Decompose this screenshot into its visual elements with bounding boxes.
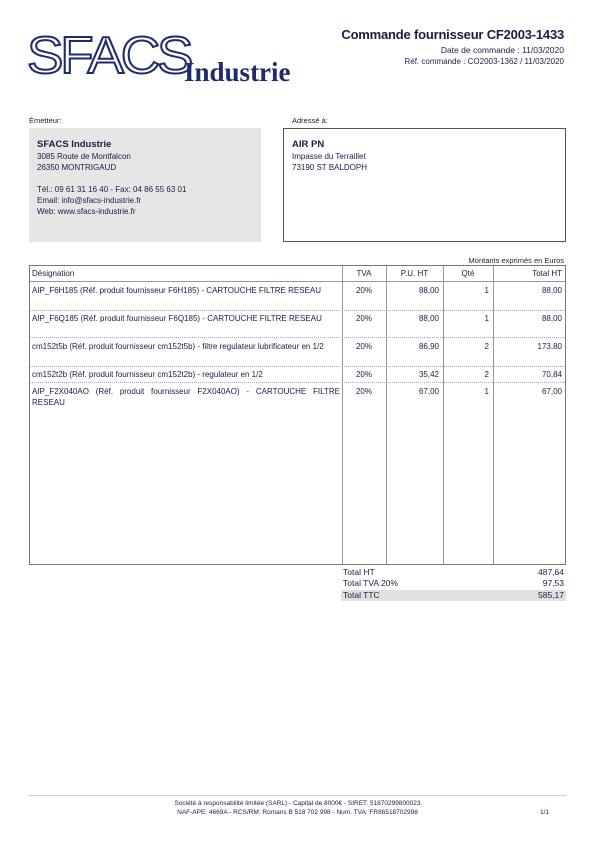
- order-date: Date de commande : 11/03/2020: [440, 45, 564, 55]
- recipient-name: AIR PN: [292, 139, 325, 150]
- header-designation: Désignation: [32, 269, 75, 278]
- total-ttc-label: Total TTC: [343, 590, 380, 600]
- total-ht-row: [341, 567, 566, 578]
- sender-name: SFACS Industrie: [37, 139, 112, 150]
- total-ttc-row: [341, 590, 566, 601]
- logo-subtitle: Industrie: [184, 57, 291, 87]
- row-designation: cm152t5b (Réf. produit fournisseur cm152t5b) - filtre regulateur lubrificateur en 1/2: [32, 342, 324, 351]
- sender-label: Émetteur:: [29, 116, 62, 125]
- row-quantity: 2: [484, 370, 489, 379]
- row-tva: 20%: [355, 387, 372, 396]
- row-separator: [30, 382, 565, 383]
- sender-address-line2: 26350 MONTRIGAUD: [37, 163, 117, 172]
- row-quantity: 1: [484, 314, 489, 323]
- row-total: 70,84: [541, 370, 562, 379]
- footer-legal-line1: Société à responsabilité limitée (SARL) - Capital de 8000€ - SIRET: 51870299800023: [174, 800, 421, 807]
- header-quantity: Qté: [461, 269, 475, 278]
- total-ht-value: 487,64: [538, 567, 564, 577]
- row-designation: cm152t2b (Réf. produit fournisseur cm152t2b) - regulateur en 1/2: [32, 370, 263, 379]
- row-designation: AIP_F6H185 (Réf. produit fournisseur F6H185) - CARTOUCHE FILTRE RESEAU: [32, 286, 321, 295]
- row-designation: AIP_F2X040AO (Réf. produit fournisseur F2X040AO) - CARTOUCHE FILTRE RESEAU: [32, 387, 340, 407]
- sender-email: Email: info@sfacs-industrie.fr: [37, 196, 142, 205]
- total-tva-label: Total TVA 20%: [343, 578, 398, 588]
- row-unit-price: 67,00: [418, 387, 439, 396]
- row-total: 88,00: [541, 314, 562, 323]
- row-quantity: 1: [484, 286, 489, 295]
- row-separator: [30, 310, 565, 311]
- sender-address-line1: 3085 Route de Montfalcon: [37, 152, 131, 161]
- row-unit-price: 86,90: [418, 342, 439, 351]
- row-unit-price: 35,42: [418, 370, 439, 379]
- row-quantity: 1: [484, 387, 489, 396]
- sender-phone: Tél.: 09 61 31 16 40 - Fax: 04 86 55 63 01: [37, 185, 187, 194]
- order-reference: Réf. commande : CO2003-1362 / 11/03/2020: [404, 57, 564, 66]
- sender-box: [29, 128, 261, 242]
- page-number: 1/1: [539, 809, 549, 816]
- header-total: Total HT: [532, 269, 562, 278]
- row-quantity: 2: [484, 342, 489, 351]
- row-total: 67,00: [541, 387, 562, 396]
- header-tva: TVA: [356, 269, 372, 278]
- row-separator: [30, 337, 565, 338]
- recipient-box: [283, 128, 566, 242]
- row-total: 88,00: [541, 286, 562, 295]
- recipient-address-line2: 73190 ST BALDOPH: [292, 163, 368, 172]
- items-table: [29, 265, 566, 565]
- footer-divider: [29, 795, 566, 796]
- row-tva: 20%: [355, 286, 372, 295]
- row-tva: 20%: [355, 342, 372, 351]
- row-unit-price: 88,00: [418, 314, 439, 323]
- total-tva-row: [341, 578, 566, 589]
- total-tva-value: 97,53: [542, 578, 564, 588]
- header-divider: [30, 281, 565, 282]
- row-unit-price: 88,00: [418, 286, 439, 295]
- row-total: 173,80: [537, 342, 562, 351]
- document-title: Commande fournisseur CF2003-1433: [341, 27, 564, 42]
- currency-note: Montants exprimés en Euros: [468, 256, 564, 265]
- total-ht-label: Total HT: [343, 567, 375, 577]
- row-separator: [30, 366, 565, 367]
- recipient-label: Adressé à:: [292, 116, 328, 125]
- footer-legal-line2: NAF-APE: 4669A - RCS/RM: Romans B 518 702 998 - Num. TVA: FR86518702998: [177, 809, 418, 816]
- header-unit-price: P.U. HT: [400, 269, 429, 278]
- row-tva: 20%: [355, 314, 372, 323]
- total-ttc-value: 585,17: [538, 590, 564, 600]
- recipient-address-line1: Impasse du Terraillet: [292, 152, 366, 161]
- company-logo: [27, 27, 317, 90]
- logo-brand: SFACS: [27, 27, 191, 85]
- row-tva: 20%: [355, 370, 372, 379]
- row-designation: AIP_F6Q185 (Réf. produit fournisseur F6Q185) - CARTOUCHE FILTRE RESEAU: [32, 314, 322, 323]
- sender-website: Web: www.sfacs-industrie.fr: [37, 207, 136, 216]
